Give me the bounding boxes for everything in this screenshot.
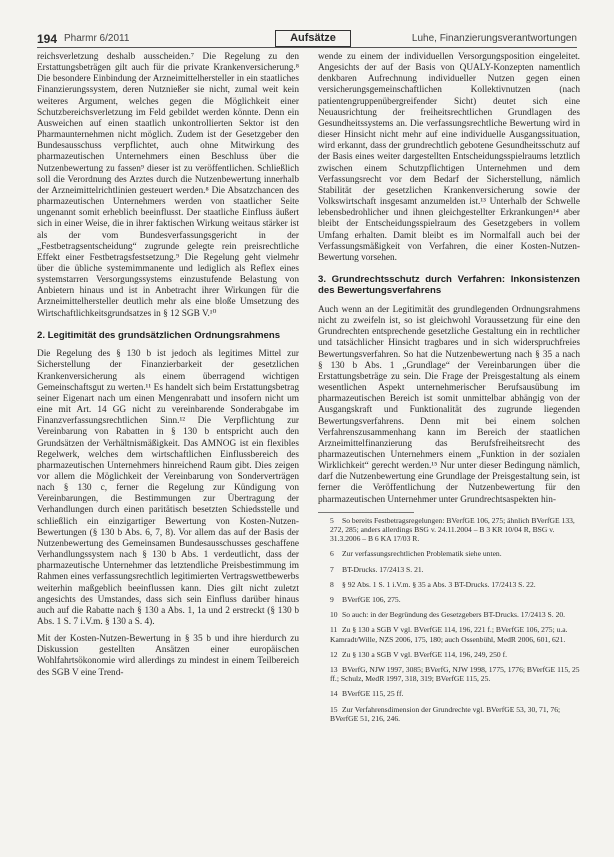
footnote-number: 11 (330, 625, 338, 635)
footnote-text: Zur Verfahrensdimension der Grundrechte vgl. BVerfGE 53, 30, 71, 76; BVerfGE 51, 216, 246. (330, 704, 561, 723)
section-heading-2: 2. Legitimität des grundsätzlichen Ordnungsrahmens (37, 329, 281, 341)
footnote-text: Zur verfassungsrechtlichen Problematik siehe unten. (342, 549, 502, 559)
journal-issue: Pharmr 6/2011 (64, 33, 130, 44)
footnote-text: Zu § 130 a SGB V vgl. BVerfGE 114, 196, 221 f.; BVerfGE 106, 275; u.a. Kamradt/Wille, NZS 2006, 175, 180; auch Ossenbühl, MedR 2006, 601, 621. (330, 625, 568, 644)
footnote (318, 565, 580, 574)
footnote-number: 14 (330, 689, 338, 699)
footnote (318, 689, 580, 698)
footnote (318, 595, 580, 604)
footnote (318, 665, 580, 683)
footnote (318, 650, 580, 659)
page-header (37, 26, 577, 48)
section-heading-3: 3. Grundrechtsschutz durch Verfahren: Inkonsistenzen des Bewertungsverfahrens (318, 273, 580, 297)
footnote-number: 15 (330, 704, 338, 714)
page-number: 194 (37, 32, 58, 46)
footnote (318, 705, 580, 723)
footnote-text: § 92 Abs. 1 S. 1 i.V.m. § 35 a Abs. 3 BT-Drucks. 17/2413 S. 22. (342, 579, 536, 589)
footnote-number: 7 (330, 564, 334, 574)
footnote-text: BVerfGE 115, 25 ff. (342, 689, 404, 699)
right-column (318, 52, 580, 817)
footnote-number: 10 (330, 610, 338, 620)
footnote (318, 580, 580, 589)
footnote-number: 5 (330, 515, 334, 525)
paragraph: Auch wenn an der Legitimität des grundlegenden Ordnungsrahmens nicht zu zweifeln ist, so ist gleichwohl Voraussetzung für eine den Grundrechten entsprechende gesetzliche Gestaltung ein in rechtlicher und tatsächlicher Hinsicht tragbares und in sich widerspruchfreies Bewertungsverfahren. So hat die Nutzenbewertung nach § 35 a nach § 130 b Abs. 1 „Grundlage“ der Vereinbarungen über die Erstattungsbeträge zu sein. Die Frage der Preisgestaltung als einem wesentlichen Aspekt unternehmerischer Berufsausübung im pharmazeutischen Bereich ist somit unmittelbar abhängig von der Ausgangskraft und Funktionalität des zugrunde liegenden Bewertungsverfahrens. Denn mit bei einem solchen Verfahrenszusammenhang kann im Bereich der staatlichen Arzneimittelfinanzierung das Berufsfreiheitsrecht des pharmazeutischen Unternehmers einem „Funktion in der sozialen Wirklichkeit“ gerecht werden.¹⁵ Nur unter dieser Bedingung nämlich, darf die Nutzenbewertung eine Grundlage der Preisgestaltung sein, ist ferner die Veröffentlichung der Nutzenbewertung für den pharmazeutischen Unternehmer unter Grundrechtsaspekten hin- (318, 304, 580, 505)
footnote-text: Zu § 130 a SGB V vgl. BVerfGE 114, 196, 249, 250 f. (342, 649, 508, 659)
footnote-text: BT-Drucks. 17/2413 S. 21. (342, 564, 424, 574)
footnote (318, 610, 580, 619)
paragraph: wende zu einem der individuellen Versorgungsposition eingeleitet. Angesichts der auf der Basis von QUALY-Konzepten namentlich denkbaren Aufrechnung individueller Nutzen gegen einen versicherungsgemeinschaftlichen Kollektivnutzen (nach patientengruppenübergreifender Sicht) deutet sich eine Neuausrichtung der freiheitsrechtlichen Grundlagen des Gesundheitssystems an. Die verfassungsrechtliche Bewertung wird in dieser Hinsicht nicht mehr auf eine individuelle Ausgangssituation, wird erkannt, dass der grundrechtlich gebotene Gesundheitsschutz auf der Basis eines weiter dargestellten Entscheidungsspielraums letztlich zwischen einem Schutzpflichtigen Unternehmen und dem Verfassungsrecht vor dem Bedarf der Sicherstellung, nämlich Stabilität der gesetzlichen Krankenversicherung sowie der Volkswirtschaft insgesamt anzumelden ist.¹³ Unterhalb der Schwelle lebensbedrohlicher und ihnen gleichgestellter Erkrankungen¹⁴ aber bleibt der Entscheidungsspielraum des Gesetzgebers in vollem Umfang erhalten. Damit bleibt es im Normalfall auch bei der Verfassungsmäßigkeit von Verfahren, die einer Kosten-Nutzen-Bewertung vorsehen. (318, 52, 580, 263)
footnote-number: 9 (330, 595, 334, 604)
footnote (318, 516, 580, 544)
footnote-number: 6 (330, 549, 334, 559)
paragraph: Mit der Kosten-Nutzen-Bewertung in § 35 b und ihre hierdurch zu Diskussion gestellten Ansätzen einer europäischen Wohlfahrtsökonomie wird allerdings zu mindest in einem Teilbereich des SGB V eine Trend- (37, 634, 299, 678)
footnote-text: So auch: in der Begründung des Gesetzgebers BT-Drucks. 17/2413 S. 20. (342, 610, 566, 620)
running-title: Luhe, Finanzierungsverantwortungen (411, 33, 577, 44)
footnote-text: BVerfG, NJW 1997, 3085; BVerfG, NJW 1998, 1775, 1776; BVerfGE 115, 25 ff.; Schulz, MedR 1997, 318, 319; BVerfGE 115, 25. (330, 665, 580, 684)
paragraph: Die Regelung des § 130 b ist jedoch als legitimes Mittel zur Sicherstellung der Finanzierbarkeit der gesetzlichen Krankenversicherung als einem überragend wichtigen Gemeinschaftsgut zu werten.¹¹ Es handelt sich beim Erstattungsbetrag seiner Eigenart nach um einen Mengenrabatt und insofern nicht um eine mit Art. 14 GG nicht zu vereinbarende Sonderabgabe im Finanzverfassungsrechtlichen Sinn.¹² Die Verpflichtung zur Vereinbarung von Rabatten in § 130 b entspricht auch den Grundsätzen der Verhältnismäßigkeit. Das AMNOG ist ein flexibles Regelwerk, welches dem wirtschaftlichen Einflussbereich des pharmazeutischen Unternehmers hinreichend Raum gibt. Dies zeigen vor allem die Möglichkeit der Vereinbarung von Sonderverträgen nach § 130 c, ferner die Regelung zur Kündigung von Vereinbarungen, die Bestimmungen zur Übertragung der Verhandlungen durch einen paritätisch besetzten Schiedsstelle und schließlich ein einzigartiger Bewertung von Kosten-Nutzen-Bewertungen (§ 130 b Abs. 6, 7, 8). Vor allem das auf der Basis der Nutzenbewertung des Gemeinsamen Bundesausschusses geschaffene Verhandlungssystem nach § 130 b Abs. 1 verdeutlicht, dass der pharmazeutische Unternehmer das letztendliche Preisbestimmung im Rahmen eines verfassungsrechtlich legitimierten Vertragswettbewerbs weiterhin maßgeblich beeinflussen kann. Dies gilt nicht zuletzt angesichts des Umstandes, dass sich sein Einfluss darüber hinaus auch auf die Rabatte nach § 130 a Abs. 1, 1a und 2 erstreckt (§ 130 b Abs. 1 S. 7 i.V.m. § 130 a S. 4). (37, 349, 299, 627)
footnote-number: 8 (330, 579, 334, 589)
footnote (318, 625, 580, 643)
footnote-text: So bereits Festbetragsregelungen: BVerfGE 106, 275; ähnlich BVerfGE 133, 272, 285; anders allerdings BSG v. 24.11.2004 – B 3 KR 10/04 R, BSG v. 31.3.2006 – B 6 KA 17/03 R. (330, 515, 575, 544)
footnote-text: BVerfGE 106, 275. (342, 595, 401, 604)
footnote-divider (318, 512, 414, 513)
footnote-list (318, 516, 580, 723)
section-label: Aufsätze (275, 30, 351, 47)
footnote-number: 12 (330, 649, 338, 659)
footnote (318, 549, 580, 558)
left-column (37, 52, 299, 817)
footnote-number: 13 (330, 665, 338, 675)
header-rule (37, 47, 577, 48)
paragraph: reichsverletzung deshalb ausscheiden.⁷ Die Regelung zu den Erstattungsbeträgen gilt auch für die private Krankenversicherung.⁸ Die besondere Einbindung der Arzneimittelhersteller in ein staatliches Finanzierungssystem, deren Nutznießer sie nicht, zumal weit kein weiteres Argument, welches gegen die Möglichkeit einer Schutzbereichsverletzung im Feld gebildet werden könnte. Denn ein Ausweichen auf einen staatlich unkontrollierten Sektor ist den Pharmaunternehmen nicht möglich. Zudem ist der Gesetzgeber den Bundesausschuss verpflichtet, auch ohne Mitwirkung des pharmazeutischen Unternehmers einen Beschluss über die Nutzenbewertung zu fassen⁹ dieser ist zu veröffentlichen. Schließlich soll die Verordnung des Arztes durch die Nutzenbewertung innerhalb der Arzneimittelrichtlinien gesteuert werden.⁸ Die Absatzchancen des pharmazeutischen Unternehmers werden von staatlicher Seite ungenannt somit erheblich beeinflusst. Der staatliche Einfluss äußert sich in einer Weise, die in ihrer faktischen Wirkung weitaus stärker ist als der vom Bundesverfassungsgericht in der „Festbetragsentscheidung“ zugrunde gelegte rein preisrechtliche Effekt einer Festbetragsfestsetzung.⁹ Die Regelung geht vielmehr über die übliche systemimmanente und lediglich als Reflex eines systemstarren Versorgungssystems einzustufende Belastung von Anbietern hinaus und ist in Anbetracht ihrer Wirkungen für die Arzneimittelhersteller deutlich mehr als eine bloße Umsetzung des Wirtschaftlichkeitsgrundsatzes in § 12 SGB V.¹⁰ (37, 52, 299, 319)
